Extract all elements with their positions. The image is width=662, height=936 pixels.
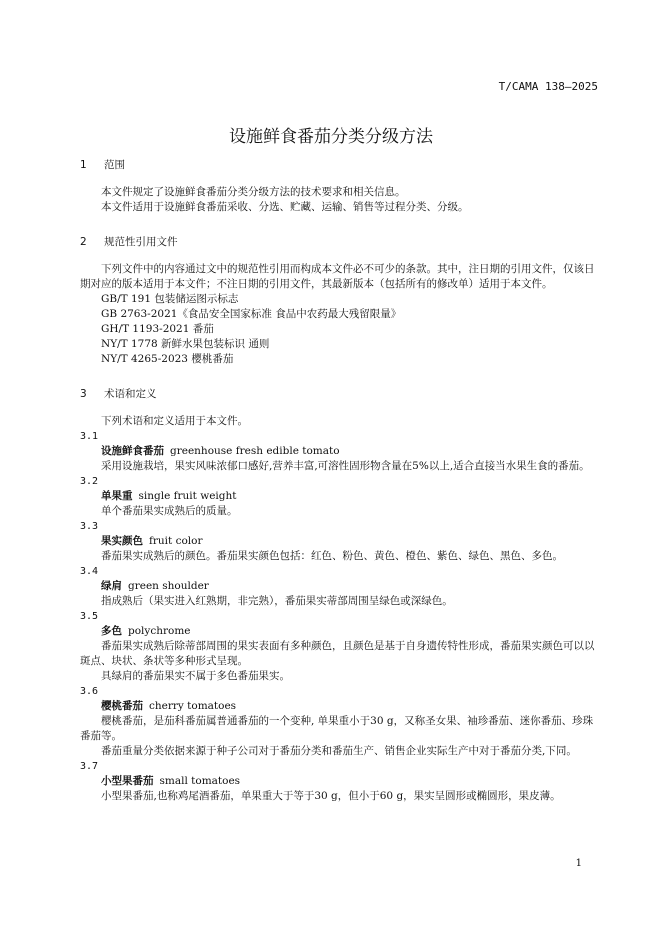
term-definition: 具绿肩的番茄果实不属于多色番茄果实。 (101, 670, 290, 682)
clause-number: 3.2 (80, 476, 99, 487)
page-number: 1 (575, 858, 582, 869)
term-definition: 小型果番茄,也称鸡尾酒番茄，单果重大于等于30 g，但小于60 g，果实呈圆形或椭圆形，果皮薄。 (101, 790, 561, 802)
term-en: small tomatoes (159, 775, 241, 787)
term-definition: 樱桃番茄，是茄科番茄属普通番茄的一个变种, 单果重小于30 g，又称圣女果、袖珍番茄、迷你番茄、珍珠番茄等。 (80, 715, 594, 742)
term-entry (101, 624, 598, 639)
section-number: 3 (80, 388, 87, 400)
section-heading-scope (80, 158, 598, 173)
paragraph: 本文件适用于设施鲜食番茄采收、分选、贮藏、运输、销售等过程分类、分级。 (101, 201, 469, 213)
term-zh: 单果重 (101, 490, 133, 502)
term-en: fruit color (149, 535, 203, 547)
term-definition: 单个番茄果实成熟后的质量。 (101, 505, 238, 517)
term-zh: 樱桃番茄 (101, 700, 143, 712)
clause-number: 3.5 (80, 611, 99, 622)
reference-item: GH/T 1193-2021 番茄 (101, 323, 214, 335)
term-en: polychrome (128, 625, 191, 637)
document-title: 设施鲜食番茄分类分级方法 (229, 127, 433, 147)
clause-number: 3.6 (80, 686, 99, 697)
term-entry (101, 534, 598, 549)
paragraph: 本文件规定了设施鲜食番茄分类分级方法的技术要求和相关信息。 (101, 186, 406, 198)
term-en: single fruit weight (138, 490, 237, 502)
term-definition: 番茄重量分类依据来源于种子公司对于番茄分类和番茄生产、销售企业实际生产中对于番茄分类,下同。 (101, 745, 577, 757)
term-zh: 绿肩 (101, 580, 122, 592)
term-zh: 果实颜色 (101, 535, 143, 547)
paragraph: 下列文件中的内容通过文中的规范性引用而构成本文件必不可少的条款。其中，注日期的引用文件，仅该日期对应的版本适用于本文件；不注日期的引用文件，其最新版本（包括所有的修改单）适用于本文件。 (80, 263, 595, 290)
section-number: 1 (80, 159, 87, 171)
term-entry (101, 579, 598, 594)
section-title: 术语和定义 (104, 388, 157, 400)
reference-item: NY/T 4265-2023 樱桃番茄 (101, 353, 234, 365)
term-zh: 设施鲜食番茄 (101, 445, 164, 457)
standard-number: T/CAMA 138—2025 (498, 80, 598, 93)
term-en: green shoulder (128, 580, 209, 592)
term-definition: 采用设施栽培，果实风味浓郁口感好,营养丰富,可溶性固形物含量在5%以上,适合直接当水果生食的番茄。 (101, 460, 590, 472)
reference-item: NY/T 1778 新鲜水果包装标识 通则 (101, 338, 270, 350)
term-definition: 番茄果实成熟后的颜色。番茄果实颜色包括：红色、粉色、黄色、橙色、紫色、绿色、黑色、多色。 (101, 550, 563, 562)
clause-number: 3.7 (80, 761, 99, 772)
term-zh: 多色 (101, 625, 122, 637)
term-en: greenhouse fresh edible tomato (170, 445, 340, 457)
term-definition: 指成熟后（果实进入红熟期，非完熟），番茄果实蒂部周围呈绿色或深绿色。 (101, 595, 453, 607)
section-number: 2 (80, 236, 87, 248)
reference-item: GB/T 191 包装储运图示标志 (101, 293, 239, 305)
term-definition: 番茄果实成熟后除蒂部周围的果实表面有多种颜色，且颜色是基于自身遗传特性形成，番茄果实颜色可以以斑点、块状、条状等多种形式呈现。 (80, 640, 595, 667)
reference-item: GB 2763-2021《食品安全国家标准 食品中农药最大残留限量》 (101, 308, 402, 320)
clause-number: 3.1 (80, 431, 99, 442)
clause-number: 3.3 (80, 521, 99, 532)
section-heading-normative (80, 235, 598, 250)
paragraph: 下列术语和定义适用于本文件。 (101, 415, 248, 427)
section-title: 范围 (104, 159, 125, 171)
term-entry (101, 774, 598, 789)
term-entry (101, 444, 598, 459)
document-body (80, 158, 598, 804)
section-title: 规范性引用文件 (104, 236, 178, 248)
section-heading-terms (80, 387, 598, 402)
term-zh: 小型果番茄 (101, 775, 154, 787)
clause-number: 3.4 (80, 566, 99, 577)
term-en: cherry tomatoes (149, 700, 237, 712)
term-entry (101, 699, 598, 714)
term-entry (101, 489, 598, 504)
